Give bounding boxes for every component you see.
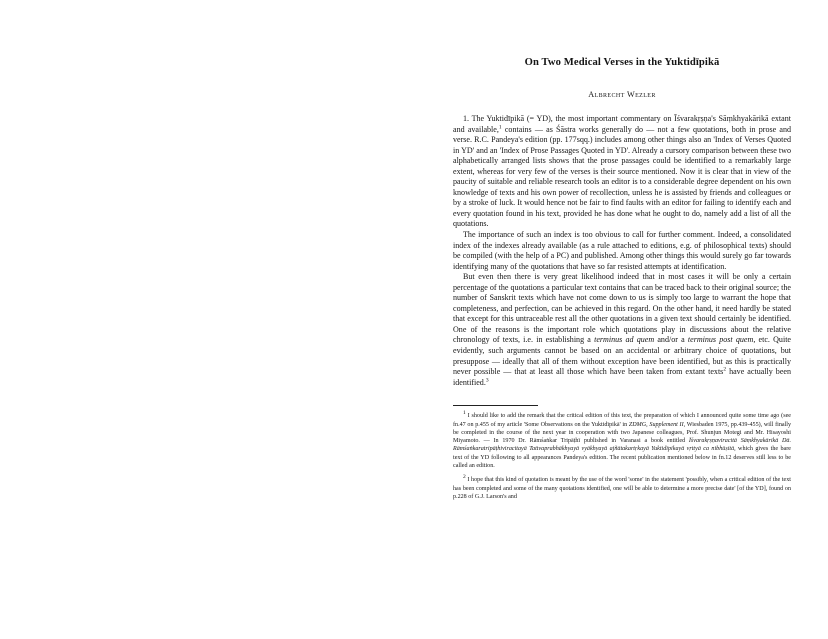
paper-page: [453, 56, 791, 507]
main-text: [453, 114, 791, 388]
footnote-divider: [453, 405, 538, 406]
footnote-marker: 2: [463, 474, 466, 481]
footnote-marker: 3: [485, 377, 489, 383]
paragraph: 1. The Yuktidīpikā (= YD), the most important commentary on Īśvarakṛṣṇa's Sāṃkhyakārikā extant and available,$^1$ contains — as Śāstra works generally do — not a few quotations, both in prose and verse. R.C. Pandeya's edition (pp. 177sqq.) includes among other things also an 'Index of Verses Quoted in YD' and an 'Index of Prose Passages Quoted in YD'. Already a cursory comparison between these two alphabetically arranged lists shows that the prose passages could be identified to a remarkably large extent, whereas for very few of the verses is their source mentioned. Now it is clear that in view of the paucity of suitable and reliable research tools an editor is to a considerable degree dependent on his own knowledge of texts and his own power of recollection, unless he is assisted by friends and colleagues or by a stroke of luck. It would hence not be fair to find faults with an editor for failing to identify each and every quotation found in his text, provided he has done what he ought to do, namely add a list of all the quotations.: [453, 114, 792, 229]
italic-text: terminus post quem: [687, 335, 754, 345]
paper-title: On Two Medical Verses in the Yuktidīpikā: [524, 57, 720, 68]
footnote-marker: 2: [723, 366, 727, 373]
footnote-marker: 1: [463, 410, 466, 417]
italic-text: ZDMG, Supplement II: [628, 421, 684, 428]
paragraph: The importance of such an index is too obvious to call for further comment. Indeed, a consolidated index of the indexes already available (as a rule attached to editions, e.g. of philosophical texts) should be compiled (with the help of a PC) and published. Among other things this would surely go far towards identifying many of the quotations that have so far resisted attempts at identification.: [453, 230, 791, 271]
italic-text: terminus ad quem: [594, 335, 655, 345]
footnote-marker: 1: [498, 123, 502, 130]
paragraph: But even then there is very great likelihood indeed that in most cases it will be only a certain percentage of the quotations a particular text contains that can be traced back to their original source; the number of Sanskrit texts which have not come down to us is simply too large to warrant the hope that completeness, and perfection, can be achieved in this regard. On the other hand, it need hardly be stated that except for this untraceable rest all the other quotations in a given text should certainly be identified. One of the reasons is the important role which quotations play in discussions about the relative chronology of texts, i.e. in establishing a terminus ad quem and/or a terminus post quem, etc. Quite evidently, such arguments cannot be based on an accidental or arbitrary choice of quotations, but presuppose — ideally that all of them without exception have been identified, but as this is practically never possible — that at least all those which have been taken from extant texts$^2$ have actually been identified.$^3$: [453, 272, 791, 387]
footnote: $^1$ I should like to add the remark that the critical edition of this text, the preparation of which I announced quite some time ago (see fn.47 on p.455 of my article 'Some Observations on the Yuktidīpikā' in ZDMG, Supplement II, Wiesbaden 1975, pp.439-455), will finally be completed in the course of the next year in cooperation with two Japanese colleagues, Prof. Shunjun Motegi and Mr. Hisayoshi Miyamoto. — In 1970 Dr. Rāmśaṅkar Tripāṭhī published in Varanasi a book entitled Īśvarakṛṣṇaviracitā Sāṃkhyakārikā Dā. Rāmśaṅkaratripāṭhiviracitayā Tattvaprabhākhyayā vyākhyayā ajñātakartṛkayā Yuktidīpikayā vṛttyā ca nibhūṣitā, which gives the bare text of the YD following to all appearances Pandeya's edition. The recent publication mentioned below in fn.12 deserves still less to be called an edition.: [453, 410, 792, 469]
footnotes: [453, 412, 791, 501]
italic-text: Īśvarakṛṣṇaviracitā Sāṃkhyakārikā Dā. Rāmśaṅkaratripāṭhiviracitayā Tattvaprabhākhyayā vyākhyayā ajñātakartṛkayā Yuktidīpikayā vṛttyā ca nibhūṣitā: [453, 438, 791, 453]
author-name: Albrecht Wezler: [588, 90, 656, 99]
footnote: $^2$ I hope that this kind of quotation is meant by the use of the word 'some' in the statement 'possibly, when a critical edition of the text has been completed and some of the many quotations identified, one will be able to determine a more precise date' [of the YD], found on p.228 of G.J. Larson's and: [453, 474, 791, 500]
